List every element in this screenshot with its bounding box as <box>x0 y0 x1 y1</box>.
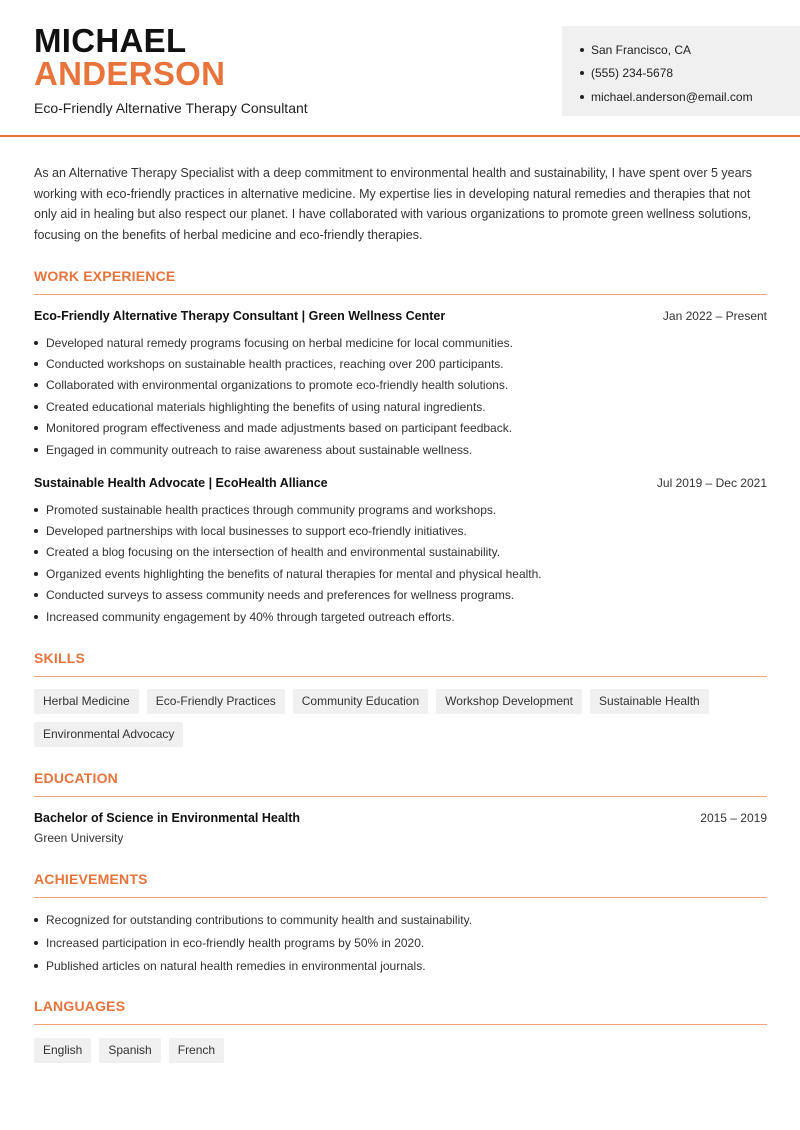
list-item <box>34 375 767 396</box>
list-item <box>34 932 767 955</box>
list-item <box>34 439 767 460</box>
list-item <box>34 542 767 563</box>
list-item <box>34 396 767 417</box>
bullet-icon <box>34 383 38 387</box>
education-header <box>34 811 767 829</box>
contact-email <box>580 85 800 109</box>
skill-tag: Herbal Medicine <box>34 689 139 714</box>
job-header <box>34 476 767 494</box>
bullet-text: Created a blog focusing on the intersection of health and environmental sustainability. <box>46 545 501 560</box>
bullet-icon <box>580 48 584 52</box>
section-rule <box>34 294 767 295</box>
section-title-work: WORK EXPERIENCE <box>34 268 176 284</box>
bullet-icon <box>34 529 38 533</box>
section-rule <box>34 676 767 677</box>
bullet-icon <box>34 615 38 619</box>
bullet-icon <box>34 341 38 345</box>
list-item <box>34 332 767 353</box>
list-item <box>34 563 767 584</box>
section-title-achievements: ACHIEVEMENTS <box>34 871 148 887</box>
bullet-icon <box>34 918 38 922</box>
resume-header <box>0 0 800 137</box>
job-header <box>34 309 767 327</box>
bullet-icon <box>34 426 38 430</box>
list-item <box>34 418 767 439</box>
bullet-icon <box>34 964 38 968</box>
job-bullet-list <box>34 332 767 460</box>
section-rule <box>34 796 767 797</box>
email-text: michael.anderson@email.com <box>591 89 753 104</box>
language-tag: English <box>34 1038 91 1063</box>
contact-phone <box>580 62 800 86</box>
education-dates: 2015 – 2019 <box>700 811 767 825</box>
phone-text: (555) 234-5678 <box>591 66 674 81</box>
skill-tag: Community Education <box>293 689 428 714</box>
school-name: Green University <box>34 831 124 845</box>
list-item <box>34 520 767 541</box>
list-item <box>34 909 767 932</box>
language-tag: French <box>169 1038 224 1063</box>
bullet-icon <box>34 593 38 597</box>
bullet-text: Conducted surveys to assess community needs and preferences for wellness programs. <box>46 588 515 603</box>
bullet-icon <box>34 550 38 554</box>
languages-tag-list <box>34 1038 774 1071</box>
bullet-icon <box>580 95 584 99</box>
bullet-text: Developed natural remedy programs focusing on herbal medicine for local communities. <box>46 335 513 350</box>
bullet-icon <box>580 71 584 75</box>
contact-location <box>580 38 800 62</box>
bullet-icon <box>34 941 38 945</box>
bullet-text: Published articles on natural health remedies in environmental journals. <box>46 958 426 973</box>
bullet-text: Organized events highlighting the benefits of natural therapies for mental and physical health. <box>46 566 542 581</box>
location-text: San Francisco, CA <box>591 42 692 57</box>
first-name: MICHAEL <box>34 22 187 59</box>
bullet-text: Monitored program effectiveness and made adjustments based on participant feedback. <box>46 421 513 436</box>
skill-tag: Sustainable Health <box>590 689 709 714</box>
language-tag: Spanish <box>99 1038 160 1063</box>
section-rule <box>34 1024 767 1025</box>
section-title-education: EDUCATION <box>34 770 118 786</box>
bullet-icon <box>34 448 38 452</box>
skill-tag: Workshop Development <box>436 689 582 714</box>
job-role: Eco-Friendly Alternative Therapy Consultant | Green Wellness Center <box>34 309 446 323</box>
bullet-icon <box>34 362 38 366</box>
list-item <box>34 585 767 606</box>
bullet-text: Conducted workshops on sustainable health practices, reaching over 200 participants. <box>46 357 504 372</box>
bullet-text: Recognized for outstanding contributions to community health and sustainability. <box>46 913 473 928</box>
bullet-text: Engaged in community outreach to raise awareness about sustainable wellness. <box>46 442 473 457</box>
bullet-text: Collaborated with environmental organizations to promote eco-friendly health solutions. <box>46 378 509 393</box>
skill-tag: Eco-Friendly Practices <box>147 689 285 714</box>
bullet-text: Created educational materials highlighting the benefits of using natural ingredients. <box>46 399 486 414</box>
list-item <box>34 606 767 627</box>
contact-box <box>562 26 800 116</box>
summary-paragraph: As an Alternative Therapy Specialist with a deep commitment to environmental health and sustainability, I have spent over 5 years working with eco-friendly practices in alternative medicine. My expertise lies in developing natural remedies and therapies that not only aid in healing but also respect our planet. I have collaborated with various organizations to promote green wellness solutions, focusing on the benefits of herbal medicine and eco-friendly therapies. <box>34 166 752 243</box>
job-dates: Jul 2019 – Dec 2021 <box>656 476 767 490</box>
achievements-list <box>34 909 767 977</box>
list-item <box>34 499 767 520</box>
last-name: ANDERSON <box>34 55 226 92</box>
skill-tag: Environmental Advocacy <box>34 722 183 747</box>
bullet-text: Developed partnerships with local businesses to support eco-friendly initiatives. <box>46 524 467 539</box>
bullet-icon <box>34 508 38 512</box>
bullet-text: Promoted sustainable health practices through community programs and workshops. <box>46 502 497 517</box>
section-rule <box>34 897 767 898</box>
bullet-icon <box>34 572 38 576</box>
bullet-icon <box>34 405 38 409</box>
job-role: Sustainable Health Advocate | EcoHealth Alliance <box>34 476 328 490</box>
list-item <box>34 954 767 977</box>
bullet-text: Increased participation in eco-friendly health programs by 50% in 2020. <box>46 936 425 951</box>
job-title: Eco-Friendly Alternative Therapy Consultant <box>34 100 308 116</box>
list-item <box>34 353 767 374</box>
section-title-languages: LANGUAGES <box>34 998 126 1014</box>
job-dates: Jan 2022 – Present <box>662 309 767 323</box>
job-bullet-list <box>34 499 767 627</box>
section-title-skills: SKILLS <box>34 650 85 666</box>
degree: Bachelor of Science in Environmental Health <box>34 811 301 825</box>
skills-tag-list <box>34 689 774 755</box>
bullet-text: Increased community engagement by 40% through targeted outreach efforts. <box>46 609 455 624</box>
